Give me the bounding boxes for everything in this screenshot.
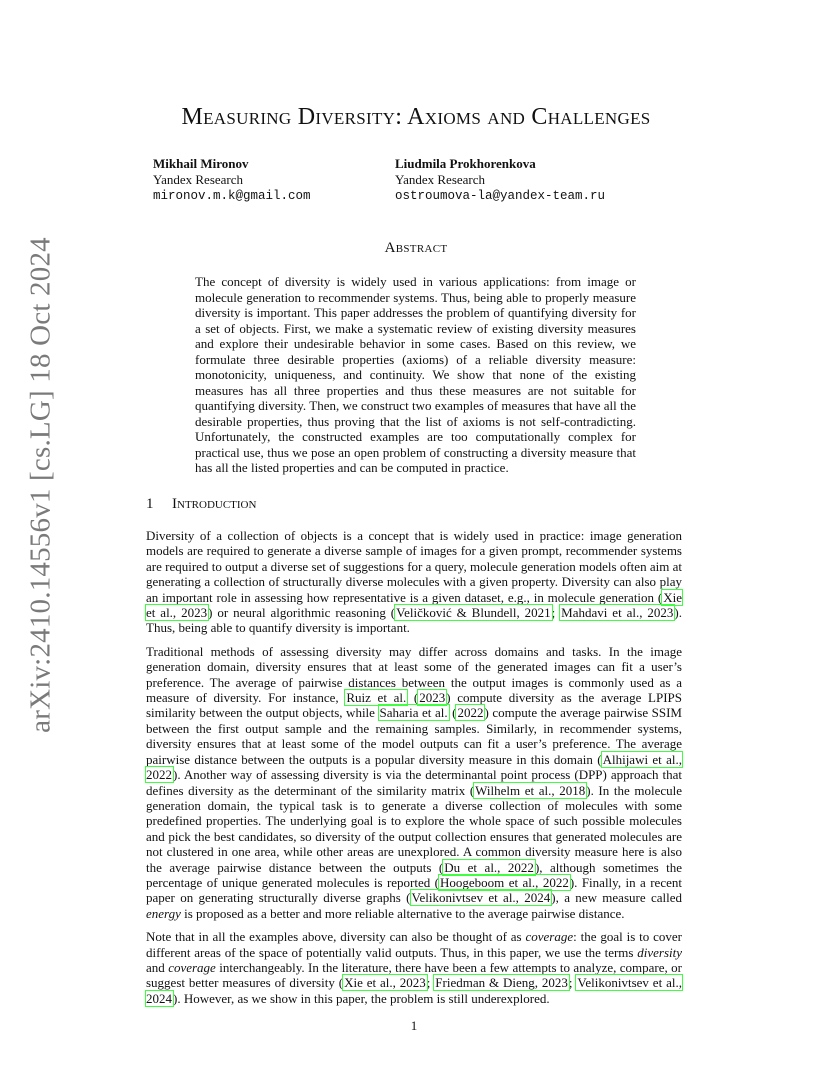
section-body bbox=[146, 528, 682, 1014]
citation-link[interactable]: Friedman & Dieng, 2023 bbox=[435, 975, 568, 991]
author-email[interactable]: mironov.m.k@gmail.com bbox=[153, 189, 311, 203]
citation-link[interactable]: Velikonivtsev et al., 2024 bbox=[146, 975, 682, 1006]
citation-link[interactable]: Mahdavi et al., 2023 bbox=[561, 605, 674, 621]
author-name: Liudmila Prokhorenkova bbox=[395, 156, 536, 171]
citation-link[interactable]: Xie et al., 2023 bbox=[146, 589, 682, 621]
author-name: Mikhail Mironov bbox=[153, 156, 249, 171]
author-2 bbox=[395, 156, 605, 204]
emphasis: coverage bbox=[525, 929, 574, 945]
citation-link[interactable]: Alhijawi et al., 2022 bbox=[146, 751, 682, 783]
author-affiliation: Yandex Research bbox=[153, 172, 244, 187]
section-heading bbox=[146, 496, 256, 513]
arxiv-identifier: arXiv:2410.14556v1 [cs.LG] 18 Oct 2024 bbox=[24, 237, 57, 733]
emphasis: energy bbox=[146, 905, 181, 921]
paragraph-1: Diversity of a collection of objects is a concept that is widely used in practice: image generation models are required to generate a diverse sample of images for a given prompt, recommender systems are required to output a diverse set of suggestions for a query, molecule generation models often aim at generating a collection of structurally diverse molecules with a given property. Diversity can also play an important role in assessing how representative is a given dataset, e.g., in molecule generation (Xie et al., 2023) or neural algorithmic reasoning (Veličković & Blundell, 2021; Mahdavi et al., 2023). Thus, being able to quantify diversity is important. bbox=[146, 528, 682, 636]
citation-link[interactable]: Ruiz et al. bbox=[346, 690, 407, 706]
paper-title: Measuring Diversity: Axioms and Challenges bbox=[181, 104, 651, 130]
paragraph-3: Note that in all the examples above, diversity can also be thought of as coverage: the goal is to cover different areas of the space of potentially valid outputs. Thus, in this paper, we use the terms diversity and coverage interchangeably. In the literature, there have been a few attempts to analyze, compare, or suggest better measures of diversity (Xie et al., 2023; Friedman & Dieng, 2023; Velikonivtsev et al., 2024). However, as we show in this paper, the problem is still underexplored. bbox=[146, 929, 683, 1006]
section-number: 1 bbox=[146, 496, 154, 512]
citation-link[interactable]: 2022 bbox=[457, 705, 484, 721]
citation-link[interactable]: Du et al., 2022 bbox=[444, 859, 534, 875]
citation-link[interactable]: Xie et al., 2023 bbox=[344, 975, 426, 991]
emphasis: coverage bbox=[168, 959, 216, 975]
arxiv-sidebar bbox=[16, 237, 66, 733]
abstract-text: The concept of diversity is widely used in various applications: from image or molecule generation to recommender systems. Thus, being able to properly measure diversity is important. This paper addresses the problem of quantifying diversity for a set of objects. First, we make a systematic review of existing diversity measures and explore their undesirable behavior in some cases. Based on this review, we formulate three desirable properties (axioms) of a reliable diversity measure: monotonicity, uniqueness, and continuity. We show that none of the existing measures has all three properties and thus these measures are not suitable for quantifying diversity. Then, we construct two examples of measures that have all the desirable properties, thus proving that the list of axioms is not self-contradicting. Unfortunately, the constructed examples are too computationally complex for practical use, thus we pose an open problem of constructing a diversity measure that has all the listed properties and can be computed in practice. bbox=[195, 274, 636, 475]
section-title: Introduction bbox=[172, 496, 257, 512]
author-1 bbox=[153, 156, 311, 204]
abstract-heading: Abstract bbox=[384, 240, 448, 256]
paragraph-2: Traditional methods of assessing diversity may differ across domains and tasks. In the image generation domain, diversity ensures that at least some of the generated images can fit a user’s preference. The average of pairwise distances between the output images is commonly used as a measure of diversity. For instance, Ruiz et al. (2023) compute diversity as the average LPIPS similarity between the output objects, while Saharia et al. (2022) compute the average pairwise SSIM between the first output sample and the remaining samples. Similarly, in recommender systems, diversity ensures that at least some of the model outputs can fit a user’s preference. The average pairwise distance between the outputs is a popular diversity measure in this domain (Alhijawi et al., 2022). Another way of assessing diversity is via the determinantal point process (DPP) approach that defines diversity as the determinant of the similarity matrix (Wilhelm et al., 2018). In the molecule generation domain, the typical task is to generate a diverse collection of molecules with some predefined properties. The underlying goal is to explore the whole space of such possible molecules and pick the best candidates, so diversity of the output collection ensures that generated molecules are not clustered in one area, while other areas are unexplored. A common diversity measure here is also the average pairwise distance between the outputs (Du et al., 2022), although sometimes the percentage of unique generated molecules is reported (Hoogeboom et al., 2022). Finally, in a recent paper on generating structurally diverse graphs (Velikonivtsev et al., 2024), a new measure called energy is proposed as a better and more reliable alternative to the average pairwise distance. bbox=[146, 643, 683, 921]
citation-link[interactable]: Saharia et al. bbox=[379, 705, 448, 721]
author-affiliation: Yandex Research bbox=[395, 172, 486, 187]
citation-link[interactable]: Wilhelm et al., 2018 bbox=[475, 782, 586, 798]
citation-link[interactable]: 2023 bbox=[419, 690, 446, 706]
author-email[interactable]: ostroumova-la@yandex-team.ru bbox=[395, 189, 606, 203]
citation-link[interactable]: Velikonivtsev et al., 2024 bbox=[411, 890, 551, 906]
citation-link[interactable]: Hoogeboom et al., 2022 bbox=[440, 874, 569, 890]
emphasis: diversity bbox=[637, 944, 682, 960]
page-number: 1 bbox=[410, 1018, 418, 1033]
citation-link[interactable]: Veličković & Blundell, 2021 bbox=[396, 605, 551, 621]
